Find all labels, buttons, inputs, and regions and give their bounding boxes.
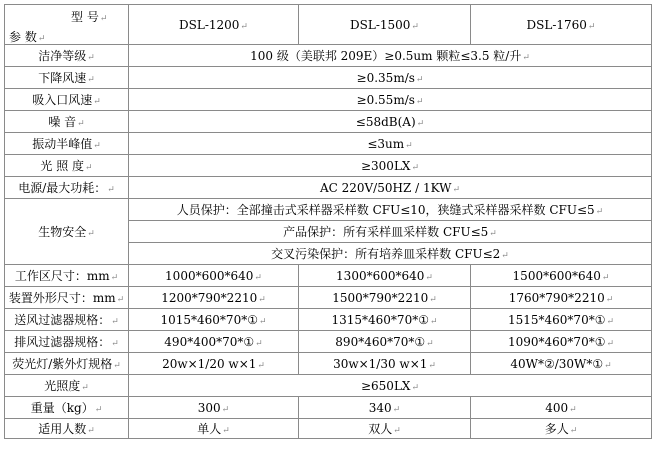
row-value: ≥650LX↵ — [129, 375, 652, 397]
cell-model-3: 1515*460*70*①↵ — [471, 309, 652, 331]
row-label: 下降风速↵ — [5, 67, 129, 89]
row-label: 吸入口风速↵ — [5, 89, 129, 111]
cell-model-3: 1090*460*70*①↵ — [471, 331, 652, 353]
cell-model-1: 1015*460*70*①↵ — [129, 309, 299, 331]
row-label: 工作区尺寸：mm↵ — [5, 265, 129, 287]
biosafety-personnel: 人员保护：全部撞击式采样器采样数 CFU≤10，狭缝式采样器采样数 CFU≤5↵ — [129, 199, 652, 221]
row-label: 适用人数↵ — [5, 419, 129, 439]
row-label: 荧光灯/紫外灯规格↵ — [5, 353, 129, 375]
biosafety-cross: 交叉污染保护：所有培养皿采样数 CFU≤2↵ — [129, 243, 652, 265]
cell-model-3: 40W*②/30W*①↵ — [471, 353, 652, 375]
spec-table — [4, 4, 652, 439]
cell-model-3: 多人↵ — [471, 419, 652, 439]
row-illumination — [5, 155, 652, 177]
cell-model-1: 单人↵ — [129, 419, 299, 439]
row-label: 光照度↵ — [5, 375, 129, 397]
model-header-2: DSL-1500↵ — [299, 5, 471, 45]
row-label: 重量（kg）↵ — [5, 397, 129, 419]
row-label: 送风过滤器规格：↵ — [5, 309, 129, 331]
model-header-1: DSL-1200↵ — [129, 5, 299, 45]
row-value: AC 220V/50HZ / 1KW↵ — [129, 177, 652, 199]
biosafety-label: 生物安全↵ — [5, 199, 129, 265]
row-exhaust-filter — [5, 331, 652, 353]
cell-model-2: 1300*600*640↵ — [299, 265, 471, 287]
row-supply-filter — [5, 309, 652, 331]
row-value: ≥0.55m/s↵ — [129, 89, 652, 111]
row-value: ≤58dB(A)↵ — [129, 111, 652, 133]
row-label: 装置外形尺寸：mm↵ — [5, 287, 129, 309]
header-row — [5, 5, 652, 45]
row-downflow — [5, 67, 652, 89]
cell-model-2: 双人↵ — [299, 419, 471, 439]
cell-model-3: 1760*790*2210↵ — [471, 287, 652, 309]
row-weight — [5, 397, 652, 419]
cell-model-3: 400↵ — [471, 397, 652, 419]
cell-model-1: 1200*790*2210↵ — [129, 287, 299, 309]
row-work-area — [5, 265, 652, 287]
cell-model-2: 30w×1/30 w×1↵ — [299, 353, 471, 375]
row-value: ≥300LX↵ — [129, 155, 652, 177]
row-value: ≥0.35m/s↵ — [129, 67, 652, 89]
row-illumination-2 — [5, 375, 652, 397]
row-label: 光 照 度↵ — [5, 155, 129, 177]
row-biosafety-personnel — [5, 199, 652, 221]
row-power — [5, 177, 652, 199]
cell-model-3: 1500*600*640↵ — [471, 265, 652, 287]
row-noise — [5, 111, 652, 133]
cell-model-1: 490*400*70*①↵ — [129, 331, 299, 353]
row-label: 洁净等级↵ — [5, 45, 129, 67]
row-inflow — [5, 89, 652, 111]
biosafety-product: 产品保护：所有采样皿采样数 CFU≤5↵ — [129, 221, 652, 243]
row-label: 振动半峰值↵ — [5, 133, 129, 155]
cell-model-2: 890*460*70*①↵ — [299, 331, 471, 353]
cell-model-1: 300↵ — [129, 397, 299, 419]
row-label: 噪 音↵ — [5, 111, 129, 133]
row-users — [5, 419, 652, 439]
row-label: 电源/最大功耗：↵ — [5, 177, 129, 199]
cell-model-2: 340↵ — [299, 397, 471, 419]
row-label: 排风过滤器规格：↵ — [5, 331, 129, 353]
row-value: ≤3um↵ — [129, 133, 652, 155]
row-value: 100 级（美联邦 209E）≥0.5um 颗粒≤3.5 粒/升↵ — [129, 45, 652, 67]
header-corner-cell: 型 号↵ 参 数↵ — [5, 5, 129, 45]
model-label: 型 号 — [71, 10, 99, 24]
cell-model-1: 20w×1/20 w×1↵ — [129, 353, 299, 375]
row-vibration — [5, 133, 652, 155]
row-cleanliness — [5, 45, 652, 67]
row-lamps — [5, 353, 652, 375]
param-label: 参 数 — [9, 30, 37, 44]
row-outer-size — [5, 287, 652, 309]
cell-model-1: 1000*600*640↵ — [129, 265, 299, 287]
cell-model-2: 1500*790*2210↵ — [299, 287, 471, 309]
model-header-3: DSL-1760↵ — [471, 5, 652, 45]
cell-model-2: 1315*460*70*①↵ — [299, 309, 471, 331]
